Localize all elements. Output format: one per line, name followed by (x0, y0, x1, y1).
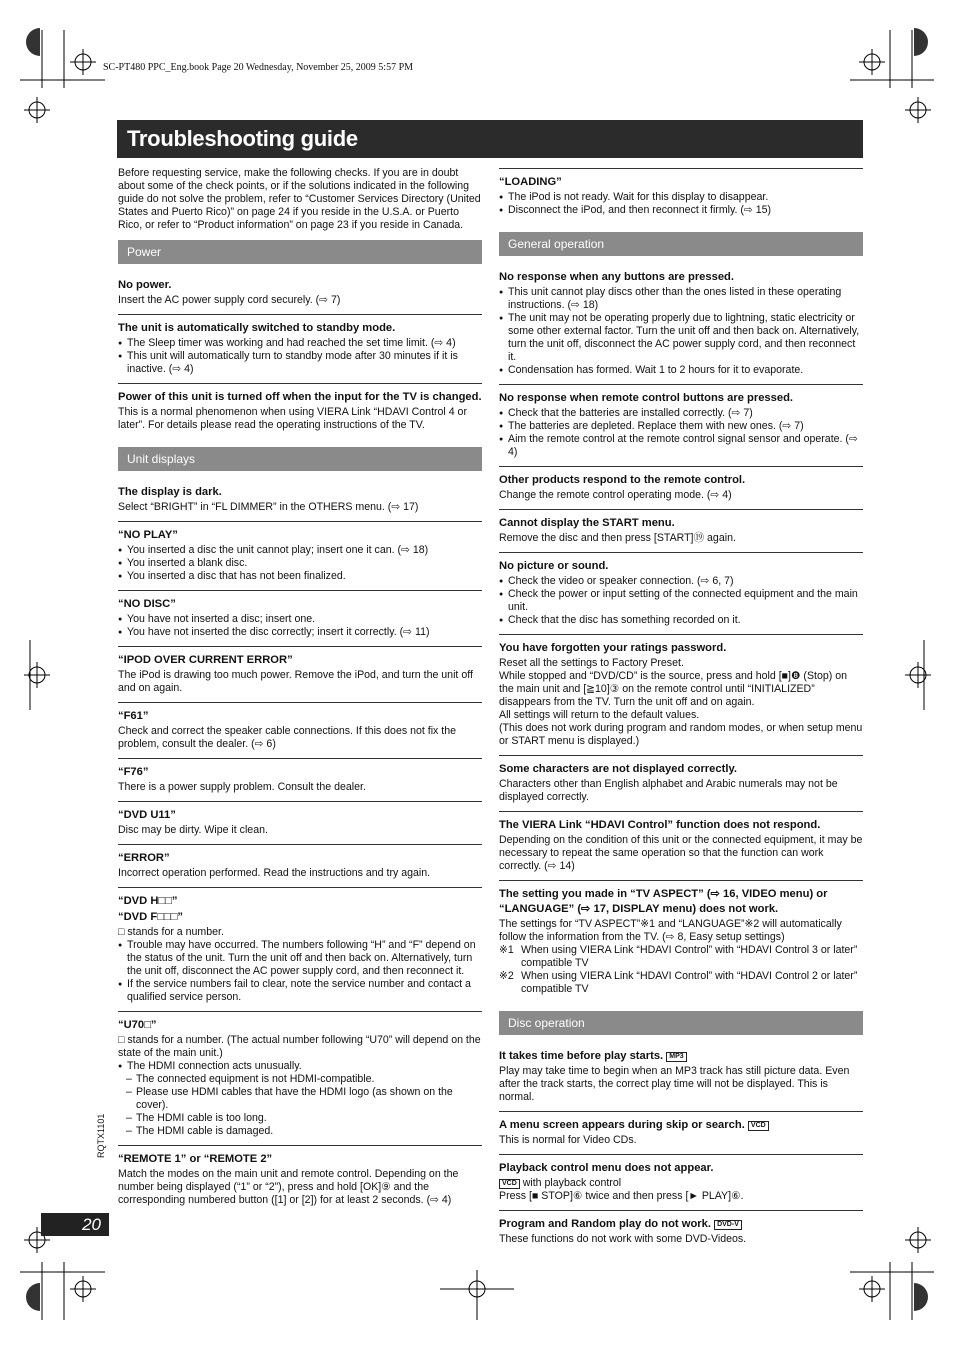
item-heading: “DVD U11” (118, 809, 176, 821)
trouble-no-picture (499, 553, 863, 635)
item-text: Select “BRIGHT” in “FL DIMMER” in the OTHERS menu. (⇨ 17) (118, 501, 419, 513)
item-heading (499, 1049, 863, 1064)
item-heading: No picture or sound. (499, 560, 609, 572)
item-text: □ stands for a number. (The actual number following “U70” will depend on the state of the main unit.) (118, 1034, 481, 1059)
item-text: Characters other than English alphabet and Arabic numerals may not be displayed correctly. (499, 778, 838, 803)
right-column (499, 168, 863, 1253)
item-heading: No power. (118, 279, 172, 291)
item-heading (499, 1217, 863, 1232)
item-heading: “DVD H□□” (118, 895, 178, 907)
item-heading: Playback control menu does not appear. (499, 1162, 714, 1174)
trouble-no-power (118, 272, 482, 315)
item-heading: You have forgotten your ratings password. (499, 642, 727, 654)
item-heading: “LOADING” (499, 176, 562, 188)
item-heading: The VIERA Link “HDAVI Control” function does not respond. (499, 819, 821, 831)
trouble-loading (499, 168, 863, 224)
item-heading: “U70□” (118, 1019, 157, 1031)
trouble-characters (499, 756, 863, 812)
item-text: □ stands for a number. (118, 926, 224, 938)
list-item: ● Check the video or speaker connection. (⇨ 6, 7) (499, 575, 863, 588)
item-text: All settings will return to the default values. (499, 709, 700, 721)
note-mark: ※2 (499, 970, 514, 982)
item-heading: The display is dark. (118, 486, 222, 498)
trouble-program-random (499, 1211, 863, 1253)
text-span: with playback control (519, 1177, 622, 1189)
item-text: Check and correct the speaker cable connections. If this does not fix the problem, consult the dealer. (⇨ 6) (118, 725, 457, 750)
trouble-no-response-remote (499, 385, 863, 467)
intro-text: Before requesting service, make the following checks. If you are in doubt about some of the check points, or if the solutions indicated in the following guide do not solve the problem, refer to “Customer Services Directory (United States and Puerto Rico)” on page 24 if you reside in the U.S.A. or Puerto Rico, or refer to “Product information” on page 23 if you reside in Canada. (118, 167, 481, 231)
trouble-no-disc (118, 591, 482, 647)
item-heading: Cannot display the START menu. (499, 517, 675, 529)
list-item: ● Check that the disc has something recorded on it. (499, 614, 863, 627)
list-item: ● You have not inserted the disc correctly; insert it correctly. (⇨ 11) (118, 626, 482, 639)
file-header: SC-PT480 PPC_Eng.book Page 20 Wednesday, November 25, 2009 5:57 PM (103, 62, 414, 73)
item-text: The settings for “TV ASPECT”※1 and “LANGUAGE”※2 will automatically follow the information from the TV. (⇨ 8, Easy setup settings) (499, 918, 842, 943)
list-item: ● The Sleep timer was working and had reached the set time limit. (⇨ 4) (118, 337, 482, 350)
section-disc-header: Disc operation (499, 1011, 863, 1035)
item-heading: “NO PLAY” (118, 529, 178, 541)
item-text: Depending on the condition of this unit or the connected equipment, it may be necessary to repeat the same operation so that the function can work correctly. (⇨ 14) (499, 834, 863, 872)
section-general-header: General operation (499, 232, 863, 256)
note-item (499, 944, 863, 970)
vcd-tag: VCD (748, 1121, 769, 1131)
mp3-tag: MP3 (666, 1052, 686, 1062)
item-heading: Power of this unit is turned off when the input for the TV is changed. (118, 391, 482, 403)
sub-list-item: – The connected equipment is not HDMI-compatible. (118, 1073, 482, 1086)
item-heading: “REMOTE 1” or “REMOTE 2” (118, 1153, 273, 1165)
trouble-no-response-buttons (499, 264, 863, 385)
sub-list-item: – The HDMI cable is too long. (118, 1112, 482, 1125)
trouble-display-dark (118, 479, 482, 522)
sub-list-item: – The HDMI cable is damaged. (118, 1125, 482, 1138)
trouble-menu-screen (499, 1112, 863, 1155)
item-heading: The setting you made in “TV ASPECT” (⇨ 16, VIDEO menu) or “LANGUAGE” (⇨ 17, DISPLAY menu) does not work. (499, 888, 828, 915)
list-item: ● You inserted a blank disc. (118, 557, 482, 570)
trouble-start-menu (499, 510, 863, 553)
list-item: ● Trouble may have occurred. The numbers following “H” and “F” depend on the status of the unit. Turn the unit off and then back on. Alternatively, turn the unit off, disconnect the AC power supply cord, and then reconnect it. (118, 939, 482, 978)
trouble-dvd-u11 (118, 802, 482, 845)
item-heading: The unit is automatically switched to standby mode. (118, 322, 396, 334)
note-mark: ※1 (499, 944, 514, 956)
list-item: ● If the service numbers fail to clear, note the service number and contact a qualified service person. (118, 978, 482, 1004)
list-item: ● Check the power or input setting of the connected equipment and the main unit. (499, 588, 863, 614)
dvdv-tag: DVD-V (714, 1220, 742, 1230)
list-item: ● You have not inserted a disc; insert one. (118, 613, 482, 626)
list-item: ● The batteries are depleted. Replace them with new ones. (⇨ 7) (499, 420, 863, 433)
sub-list-item: – Please use HDMI cables that have the HDMI logo (as shown on the cover). (118, 1086, 482, 1112)
item-text: Insert the AC power supply cord securely. (⇨ 7) (118, 294, 341, 306)
trouble-remote (118, 1146, 482, 1214)
list-item: ● Disconnect the iPod, and then reconnect it firmly. (⇨ 15) (499, 204, 863, 217)
list-item: ● You inserted a disc that has not been finalized. (118, 570, 482, 583)
trouble-play-start (499, 1043, 863, 1112)
trouble-f61 (118, 703, 482, 759)
item-text: Press [■ STOP]⑥ twice and then press [► PLAY]⑥. (499, 1190, 744, 1202)
list-item: ● Check that the batteries are installed correctly. (⇨ 7) (499, 407, 863, 420)
trouble-standby (118, 315, 482, 384)
list-item: ● This unit will automatically turn to standby mode after 30 minutes if it is inactive. (⇨ 4) (118, 350, 482, 376)
note-text: When using VIERA Link “HDAVI Control” with “HDAVI Control 3 or later” compatible TV (521, 944, 858, 969)
item-text: Incorrect operation performed. Read the instructions and try again. (118, 867, 431, 879)
trouble-dvd-h-f (118, 888, 482, 1012)
item-text: There is a power supply problem. Consult the dealer. (118, 781, 366, 793)
trouble-password (499, 635, 863, 756)
item-text: (This does not work during program and random modes, or when setup menu or START menu is displayed.) (499, 722, 863, 747)
trouble-other-products (499, 467, 863, 510)
list-item: ● The iPod is not ready. Wait for this display to disappear. (499, 191, 863, 204)
item-text: Remove the disc and then press [START]⑲ again. (499, 532, 736, 544)
list-item: ● This unit cannot play discs other than the ones listed in these operating instructions. (⇨ 18) (499, 286, 863, 312)
item-heading: “IPOD OVER CURRENT ERROR” (118, 654, 293, 666)
list-item: ● The HDMI connection acts unusually. (118, 1060, 482, 1073)
trouble-u70 (118, 1012, 482, 1146)
trouble-no-play (118, 522, 482, 591)
item-text (499, 1177, 863, 1190)
list-item: ● Aim the remote control at the remote control signal sensor and operate. (⇨ 4) (499, 433, 863, 459)
list-item: ● The unit may not be operating properly due to lightning, static electricity or some other external factor. Turn the unit off and then back on. Alternatively, turn the unit off, disconnect the AC power supply cord, and then reconnect it. (499, 312, 863, 364)
item-text: This is a normal phenomenon when using VIERA Link “HDAVI Control 4 or later”. For details please read the operating instructions of the TV. (118, 406, 467, 431)
vcd-tag: VCD (499, 1179, 520, 1189)
trouble-ipod-current (118, 647, 482, 703)
note-item (499, 970, 863, 996)
left-column (118, 167, 482, 1214)
item-text: Match the modes on the main unit and remote control. Depending on the number being displayed (“1” or “2”), press and hold [OK]⑨ and the corresponding numbered button ([1] or [2]) for at least 2 seconds. (⇨ 4) (118, 1168, 459, 1206)
section-power-header: Power (118, 240, 482, 264)
list-item: ● Condensation has formed. Wait 1 to 2 hours for it to evaporate. (499, 364, 863, 377)
page-title: Troubleshooting guide (117, 120, 863, 158)
item-text: The iPod is drawing too much power. Remove the iPod, and turn the unit off and on again. (118, 669, 473, 694)
heading-text: It takes time before play starts. (499, 1050, 664, 1062)
item-heading-2: “DVD F□□□” (118, 911, 184, 923)
trouble-playback-control (499, 1155, 863, 1211)
item-heading: “F61” (118, 710, 149, 722)
item-text: Change the remote control operating mode. (⇨ 4) (499, 489, 732, 501)
trouble-power-off-tv (118, 384, 482, 439)
trouble-tv-aspect (499, 881, 863, 1003)
trouble-error (118, 845, 482, 888)
item-text: While stopped and “DVD/CD” is the source, press and hold [■]❽ (Stop) on the main unit and [≧10]③ on the remote control until “INITIALIZED” disappears from the TV. Turn the unit off and on again. (499, 670, 847, 708)
list-item: ● You inserted a disc the unit cannot play; insert one it can. (⇨ 18) (118, 544, 482, 557)
item-heading: “ERROR” (118, 852, 170, 864)
item-heading: No response when any buttons are pressed. (499, 271, 734, 283)
item-heading (499, 1118, 863, 1133)
item-heading: “F76” (118, 766, 149, 778)
document-code: RQTX1101 (96, 1113, 106, 1158)
item-text: Disc may be dirty. Wipe it clean. (118, 824, 268, 836)
item-heading: Some characters are not displayed correctly. (499, 763, 737, 775)
item-text: This is normal for Video CDs. (499, 1134, 637, 1146)
item-heading: Other products respond to the remote control. (499, 474, 746, 486)
item-heading: “NO DISC” (118, 598, 176, 610)
note-text: When using VIERA Link “HDAVI Control” with “HDAVI Control 2 or later” compatible TV (521, 970, 858, 995)
item-text: These functions do not work with some DVD-Videos. (499, 1233, 747, 1245)
trouble-f76 (118, 759, 482, 802)
heading-text: Program and Random play do not work. (499, 1218, 711, 1230)
item-heading: No response when remote control buttons are pressed. (499, 392, 794, 404)
item-text: Reset all the settings to Factory Preset. (499, 657, 684, 669)
item-text: Play may take time to begin when an MP3 track has still picture data. Even after the track starts, the correct play time will not be displayed. This is normal. (499, 1065, 850, 1103)
heading-text: A menu screen appears during skip or search. (499, 1119, 745, 1131)
page-number: 20 (41, 1213, 109, 1236)
section-unit-displays-header: Unit displays (118, 447, 482, 471)
trouble-viera-link (499, 812, 863, 881)
